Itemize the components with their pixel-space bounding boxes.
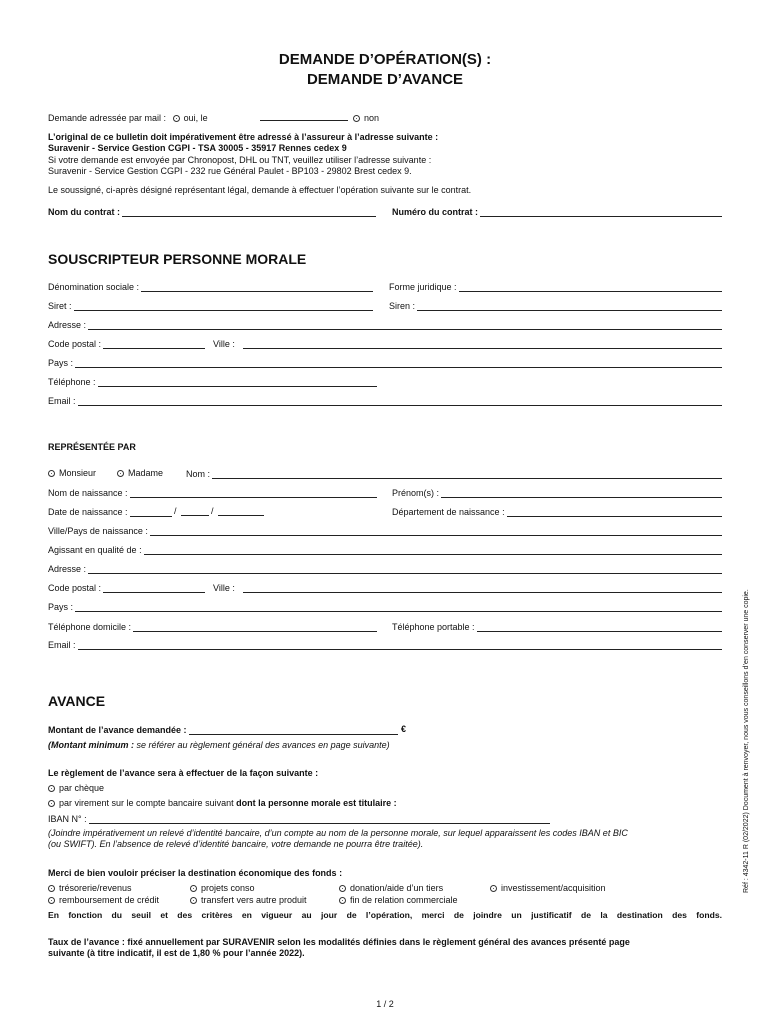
- minimum-note: [48, 740, 390, 751]
- rep-pays-label: Pays :: [48, 602, 74, 612]
- minimum-note-rest: se référer au règlement général des avances en page suivante): [134, 740, 390, 750]
- siren-label: Siren :: [389, 301, 416, 311]
- monsieur-label: Monsieur: [59, 468, 97, 478]
- option-tresorerie[interactable]: [48, 883, 132, 894]
- fin-relation-radio-icon[interactable]: [339, 897, 346, 904]
- non-label: non: [364, 113, 380, 123]
- investissement-label: investissement/acquisition: [501, 883, 606, 893]
- date-slash-2: /: [211, 506, 214, 516]
- rep-adresse-label: Adresse :: [48, 564, 87, 574]
- tel-portable-label: Téléphone portable :: [392, 622, 475, 632]
- siret-label: Siret :: [48, 301, 72, 311]
- email-label: Email :: [48, 396, 76, 406]
- option-donation[interactable]: [339, 883, 443, 894]
- rep-code-postal-field[interactable]: [48, 581, 205, 593]
- contract-name-label: Nom du contrat :: [48, 207, 120, 217]
- virement-label: par virement sur le compte bancaire suivant: [59, 798, 237, 808]
- tel-domicile-label: Téléphone domicile :: [48, 622, 132, 632]
- side-reference-note: Réf : 4342-11 R (02/2022) Document à renvoyer, nous vous conseillons d’en conserver une copie.: [743, 589, 750, 893]
- denomination-label: Dénomination sociale :: [48, 282, 140, 292]
- non-radio-icon[interactable]: [353, 115, 360, 122]
- monsieur-option[interactable]: [48, 468, 96, 479]
- mail-request-row: [48, 113, 208, 124]
- rep-ville-field[interactable]: [213, 581, 722, 593]
- remboursement-label: remboursement de crédit: [59, 895, 160, 905]
- undersigned-text: Le soussigné, ci-après désigné représentant légal, demande à effectuer l’opération suivante sur le contrat.: [48, 185, 472, 195]
- siret-field[interactable]: [48, 299, 373, 311]
- departement-label: Département de naissance :: [392, 507, 505, 517]
- minimum-note-bold: (Montant minimum :: [48, 740, 134, 750]
- cheque-option[interactable]: [48, 783, 104, 794]
- montant-label: Montant de l’avance demandée :: [48, 725, 187, 735]
- date-slash-1: /: [174, 506, 177, 516]
- date-naissance-label: Date de naissance :: [48, 507, 128, 517]
- adresse-label: Adresse :: [48, 320, 87, 330]
- code-postal-label: Code postal :: [48, 339, 102, 349]
- virement-radio-icon[interactable]: [48, 800, 55, 807]
- madame-option[interactable]: [117, 468, 163, 479]
- date-naissance-month-field[interactable]: [181, 515, 209, 516]
- virement-option[interactable]: [48, 798, 397, 809]
- tel-portable-field[interactable]: [392, 620, 722, 632]
- rep-pays-field[interactable]: [48, 600, 722, 612]
- avance-heading: AVANCE: [48, 693, 106, 709]
- page-title: DEMANDE D’OPÉRATION(S) :: [278, 51, 492, 68]
- forme-juridique-field[interactable]: [389, 280, 722, 292]
- ville-field[interactable]: [213, 337, 722, 349]
- contract-number-field[interactable]: [392, 205, 722, 217]
- ville-pays-naissance-field[interactable]: [48, 524, 722, 536]
- non-option[interactable]: [353, 113, 379, 124]
- donation-label: donation/aide d’un tiers: [350, 883, 444, 893]
- ville-pays-label: Ville/Pays de naissance :: [48, 526, 148, 536]
- rep-code-postal-label: Code postal :: [48, 583, 102, 593]
- page-number: 1 / 2: [376, 999, 394, 1009]
- code-postal-field[interactable]: [48, 337, 205, 349]
- oui-radio-icon[interactable]: [173, 115, 180, 122]
- siren-field[interactable]: [389, 299, 722, 311]
- destination-text: Merci de bien vouloir préciser la destination économique des fonds :: [48, 868, 343, 878]
- cheque-radio-icon[interactable]: [48, 785, 55, 792]
- rib-note-line1: (Joindre impérativement un relevé d’identité bancaire, d’un compte au nom de la personne morale, sur lequel apparaissent les codes IBAN et BIC: [48, 828, 628, 838]
- address-secondary: Suravenir - Service Gestion CGPI - 232 rue Général Paulet - BP103 - 29802 Brest cedex 9.: [48, 166, 412, 176]
- pays-field[interactable]: [48, 356, 722, 368]
- remboursement-radio-icon[interactable]: [48, 897, 55, 904]
- taux-line1: Taux de l’avance : fixé annuellement par SURAVENIR selon les modalités définies dans le règlement général des avances présenté page: [48, 937, 630, 947]
- mail-request-label: Demande adressée par mail :: [48, 113, 167, 123]
- nom-naissance-field[interactable]: [48, 486, 377, 498]
- denomination-field[interactable]: [48, 280, 373, 292]
- telephone-field[interactable]: [48, 375, 377, 387]
- prenoms-field[interactable]: [392, 486, 722, 498]
- iban-field[interactable]: [48, 812, 550, 824]
- rep-email-label: Email :: [48, 640, 76, 650]
- transfert-radio-icon[interactable]: [190, 897, 197, 904]
- cheque-label: par chèque: [59, 783, 105, 793]
- taux-line2: suivante (à titre indicatif, il est de 1,80 % pour l’année 2022).: [48, 948, 305, 958]
- tel-domicile-field[interactable]: [48, 620, 377, 632]
- option-projets[interactable]: [190, 883, 255, 894]
- madame-label: Madame: [128, 468, 164, 478]
- departement-field[interactable]: [392, 505, 722, 517]
- adresse-field[interactable]: [48, 318, 722, 330]
- rep-adresse-field[interactable]: [48, 562, 722, 574]
- tresorerie-radio-icon[interactable]: [48, 885, 55, 892]
- contract-number-label: Numéro du contrat :: [392, 207, 479, 217]
- chronopost-notice: Si votre demande est envoyée par Chronopost, DHL ou TNT, veuillez utiliser l’adresse suivante :: [48, 155, 432, 165]
- contract-name-field[interactable]: [48, 205, 376, 217]
- option-transfert[interactable]: [190, 895, 307, 906]
- rep-nom-field[interactable]: [186, 467, 722, 479]
- rep-email-field[interactable]: [48, 638, 722, 650]
- currency-symbol: €: [401, 724, 407, 734]
- montant-field[interactable]: [48, 723, 398, 735]
- date-naissance-year-field[interactable]: [218, 515, 264, 516]
- ville-label: Ville :: [213, 339, 235, 349]
- original-notice: L’original de ce bulletin doit impérativement être adressé à l’assureur à l’adresse suivante :: [48, 132, 439, 142]
- nom-naissance-label: Nom de naissance :: [48, 488, 128, 498]
- option-fin-relation[interactable]: [339, 895, 458, 906]
- option-remboursement[interactable]: [48, 895, 159, 906]
- option-investissement[interactable]: [490, 883, 606, 894]
- rep-nom-label: Nom :: [186, 469, 211, 479]
- address-primary: Suravenir - Service Gestion CGPI - TSA 30005 - 35917 Rennes cedex 9: [48, 143, 347, 153]
- monsieur-radio-icon[interactable]: [48, 470, 55, 477]
- reglement-text: Le règlement de l’avance sera à effectuer de la façon suivante :: [48, 768, 319, 778]
- souscripteur-heading: SOUSCRIPTEUR PERSONNE MORALE: [48, 251, 307, 267]
- fin-relation-label: fin de relation commerciale: [350, 895, 458, 905]
- transfert-label: transfert vers autre produit: [201, 895, 307, 905]
- tresorerie-label: trésorerie/revenus: [59, 883, 132, 893]
- forme-juridique-label: Forme juridique :: [389, 282, 457, 292]
- virement-label-bold: dont la personne morale est titulaire :: [236, 798, 397, 808]
- iban-label: IBAN N° :: [48, 814, 87, 824]
- donation-radio-icon[interactable]: [339, 885, 346, 892]
- qualite-label: Agissant en qualité de :: [48, 545, 142, 555]
- telephone-label: Téléphone :: [48, 377, 96, 387]
- prenoms-label: Prénom(s) :: [392, 488, 440, 498]
- rep-ville-label: Ville :: [213, 583, 235, 593]
- representee-heading: REPRÉSENTÉE PAR: [48, 442, 136, 452]
- madame-radio-icon[interactable]: [117, 470, 124, 477]
- rib-note-line2: (ou SWIFT). En l’absence de relevé d’identité bancaire, votre demande ne pourra être traitée).: [48, 839, 424, 849]
- pays-label: Pays :: [48, 358, 74, 368]
- email-field[interactable]: [48, 394, 722, 406]
- page-subtitle: DEMANDE D’AVANCE: [306, 71, 464, 88]
- investissement-radio-icon[interactable]: [490, 885, 497, 892]
- projets-label: projets conso: [201, 883, 255, 893]
- date-naissance-day-field[interactable]: [48, 505, 172, 517]
- projets-radio-icon[interactable]: [190, 885, 197, 892]
- oui-label: oui, le: [183, 113, 208, 123]
- mail-date-field[interactable]: [260, 120, 348, 121]
- justificatif-text: En fonction du seuil et des critères en vigueur au jour de l’opération, merci de joindre un justificatif de la destination des fonds.: [48, 910, 722, 920]
- qualite-field[interactable]: [48, 543, 722, 555]
